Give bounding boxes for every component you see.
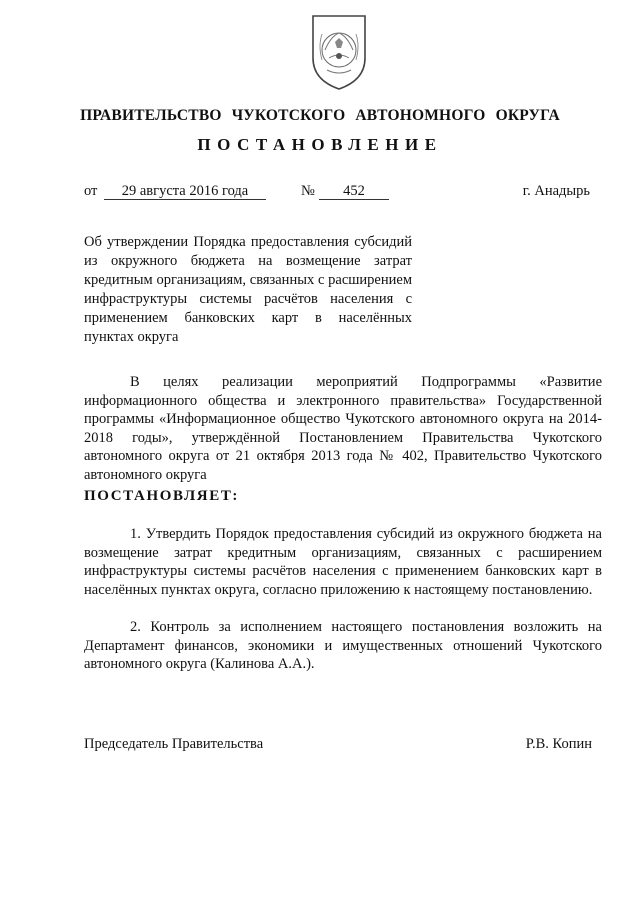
document-type-title: ПОСТАНОВЛЕНИЕ — [197, 135, 443, 154]
preamble-paragraph: В целях реализации мероприятий Подпрограммы «Развитие информационного общества и электронного правительства» Государственной программы «Информационное общество Чукотского автономного округа на 2014-2018 годы», утверждённой Постановлением Правительства Чукотского автономного округа от 21 октября 2013 года № 402, Правительство Чукотского автономного округа — [84, 374, 602, 483]
decree-heading: ПОСТАНОВЛЯЕТ: — [84, 488, 240, 504]
date-label: от — [84, 183, 98, 199]
signatory-position: Председатель Правительства — [84, 736, 264, 752]
decree-item-2: 2. Контроль за исполнением настоящего постановления возложить на Департамент финансов, экономики и имущественных отношений Чукотского автономного округа (Калинова А.А.). — [84, 619, 602, 673]
number-label: № — [301, 183, 315, 199]
document-date: 29 августа 2016 года — [104, 183, 266, 200]
document-number: 452 — [319, 183, 389, 200]
city: г. Анадырь — [522, 183, 590, 199]
decree-item-1: 1. Утвердить Порядок предоставления субсидий из окружного бюджета на возмещение затрат кредитным организациям, связанных с расширением инфраструктуры системы расчётов населения с применением банковских карт в населённых пунктах округа, согласно приложению к настоящему постановлению. — [84, 526, 602, 598]
document-subject: Об утверждении Порядка предоставления субсидий из окружного бюджета на возмещение затрат кредитным организациям, связанных с расширением инфраструктуры системы расчётов населения с применением банковских карт в населённых пунктах округа — [84, 234, 412, 345]
organization-title: ПРАВИТЕЛЬСТВО ЧУКОТСКОГО АВТОНОМНОГО ОКРУГА — [80, 107, 560, 124]
coat-of-arms-icon — [307, 12, 371, 92]
signatory-name: Р.В. Копин — [525, 736, 592, 752]
